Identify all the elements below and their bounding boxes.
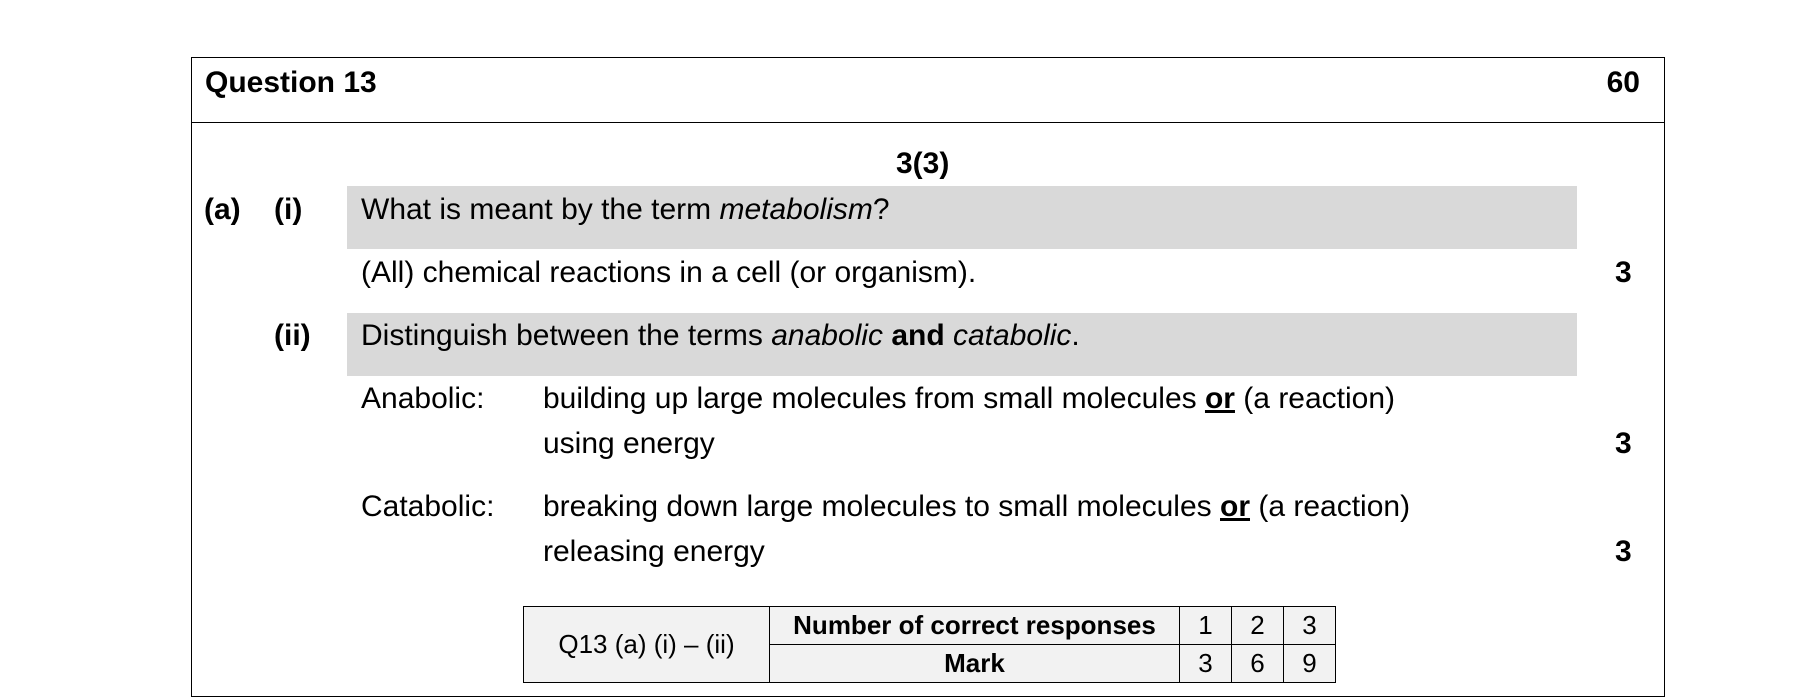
table-cell: 1 [1180, 607, 1232, 645]
table-head-mark: Mark [770, 645, 1180, 683]
catabolic-mark: 3 [1615, 535, 1632, 568]
catabolic-line2: releasing energy [543, 535, 765, 568]
question-ii-text: Distinguish between the terms anabolic and catabolic. [361, 319, 1080, 352]
part-label-a: (a) [204, 193, 241, 226]
answer-i-mark: 3 [1615, 256, 1632, 289]
table-row [524, 607, 1336, 645]
subtotal-marks: 3(3) [896, 147, 950, 180]
anabolic-line2: using energy [543, 427, 715, 460]
subpart-label-i: (i) [274, 193, 303, 226]
answer-i-text: (All) chemical reactions in a cell (or organism). [361, 256, 977, 289]
table-cell: 3 [1284, 607, 1336, 645]
question-header [192, 58, 1664, 123]
table-cell: 3 [1180, 645, 1232, 683]
question-i-text: What is meant by the term metabolism? [361, 193, 890, 226]
table-head-responses: Number of correct responses [770, 607, 1180, 645]
table-label-cell: Q13 (a) (i) – (ii) [524, 607, 770, 683]
catabolic-label: Catabolic: [361, 490, 495, 523]
table-cell: 2 [1232, 607, 1284, 645]
table-cell: 6 [1232, 645, 1284, 683]
marking-table [523, 606, 1336, 683]
question-total-marks: 60 [1606, 66, 1640, 99]
question-title: Question 13 [205, 66, 377, 99]
subpart-label-ii: (ii) [274, 319, 311, 352]
catabolic-line1: breaking down large molecules to small molecules or (a reaction) [543, 490, 1411, 523]
anabolic-line1: building up large molecules from small molecules or (a reaction) [543, 382, 1396, 415]
table-cell: 9 [1284, 645, 1336, 683]
anabolic-mark: 3 [1615, 427, 1632, 460]
anabolic-label: Anabolic: [361, 382, 485, 415]
